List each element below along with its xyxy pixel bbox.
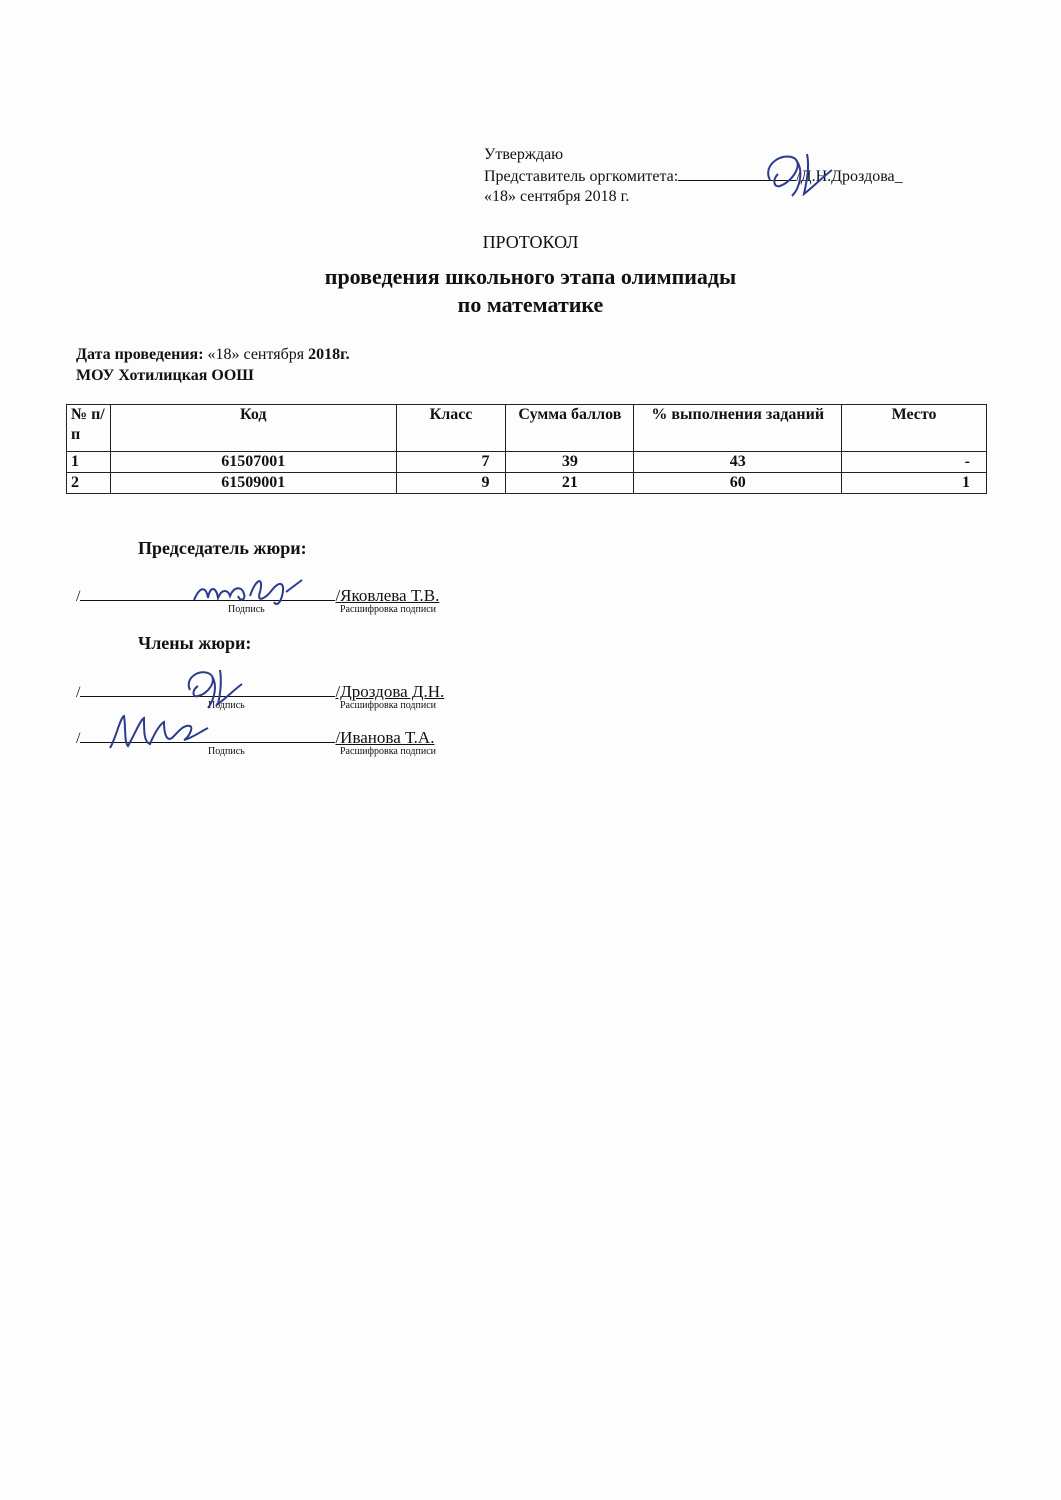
document-title: ПРОТОКОЛ xyxy=(482,232,579,252)
member-sign-caption: Подпись xyxy=(208,746,245,757)
cell-number: 1 xyxy=(67,452,111,473)
table-row xyxy=(67,473,987,494)
event-date-year: 2018г. xyxy=(308,346,350,363)
header-place: Место xyxy=(842,405,987,452)
slash: / xyxy=(76,684,81,701)
cell-place: - xyxy=(842,452,987,473)
member-sign-caption: Подпись xyxy=(208,700,245,711)
event-date-label: Дата проведения: xyxy=(76,346,204,363)
header-number: № п/п xyxy=(67,405,111,452)
chair-heading: Председатель жюри: xyxy=(138,538,307,558)
school-name: МОУ Хотилицкая ООШ xyxy=(76,367,254,384)
cell-score: 39 xyxy=(506,452,634,473)
document-subtitle xyxy=(0,263,1061,319)
subtitle-line-2: по математике xyxy=(457,292,604,317)
approval-date: «18» сентября 2018 г. xyxy=(484,188,630,205)
cell-number: 2 xyxy=(67,473,111,494)
cell-grade: 9 xyxy=(396,473,506,494)
member-name-caption: Расшифровка подписи xyxy=(340,700,436,711)
header-score: Сумма баллов xyxy=(506,405,634,452)
header-code: Код xyxy=(110,405,396,452)
event-date xyxy=(76,344,350,365)
slash: / xyxy=(76,730,81,747)
chair-name-caption: Расшифровка подписи xyxy=(340,604,436,615)
event-date-day: «18» сентября xyxy=(207,346,305,363)
header-grade: Класс xyxy=(396,405,506,452)
member-name: /Иванова Т.А. xyxy=(335,728,435,747)
subtitle-line-1: проведения школьного этапа олимпиады xyxy=(324,264,737,289)
chair-name: /Яковлева Т.В. xyxy=(335,586,440,605)
results-table xyxy=(66,404,987,494)
member-name-caption: Расшифровка подписи xyxy=(340,746,436,757)
meta-block xyxy=(76,344,350,386)
header-percent: % выполнения заданий xyxy=(634,405,842,452)
cell-score: 21 xyxy=(506,473,634,494)
cell-code: 61509001 xyxy=(110,473,396,494)
chair-sign-caption: Подпись xyxy=(228,604,265,615)
cell-percent: 43 xyxy=(634,452,842,473)
approval-heading: Утверждаю xyxy=(484,146,564,163)
slash: / xyxy=(76,588,81,605)
approval-representative-name: /Д.Н.Дроздова_ xyxy=(796,168,903,185)
table-header-row xyxy=(67,405,987,452)
chair-signature xyxy=(190,572,310,612)
member-2-signature xyxy=(104,708,214,754)
table-row xyxy=(67,452,987,473)
cell-percent: 60 xyxy=(634,473,842,494)
approval-signature xyxy=(752,140,842,210)
member-signature-row xyxy=(76,682,444,702)
cell-grade: 7 xyxy=(396,452,506,473)
cell-place: 1 xyxy=(842,473,987,494)
members-heading: Члены жюри: xyxy=(138,633,252,653)
cell-code: 61507001 xyxy=(110,452,396,473)
member-name: /Дроздова Д.Н. xyxy=(335,682,445,701)
approval-representative-label: Представитель оргкомитета: xyxy=(484,168,679,185)
